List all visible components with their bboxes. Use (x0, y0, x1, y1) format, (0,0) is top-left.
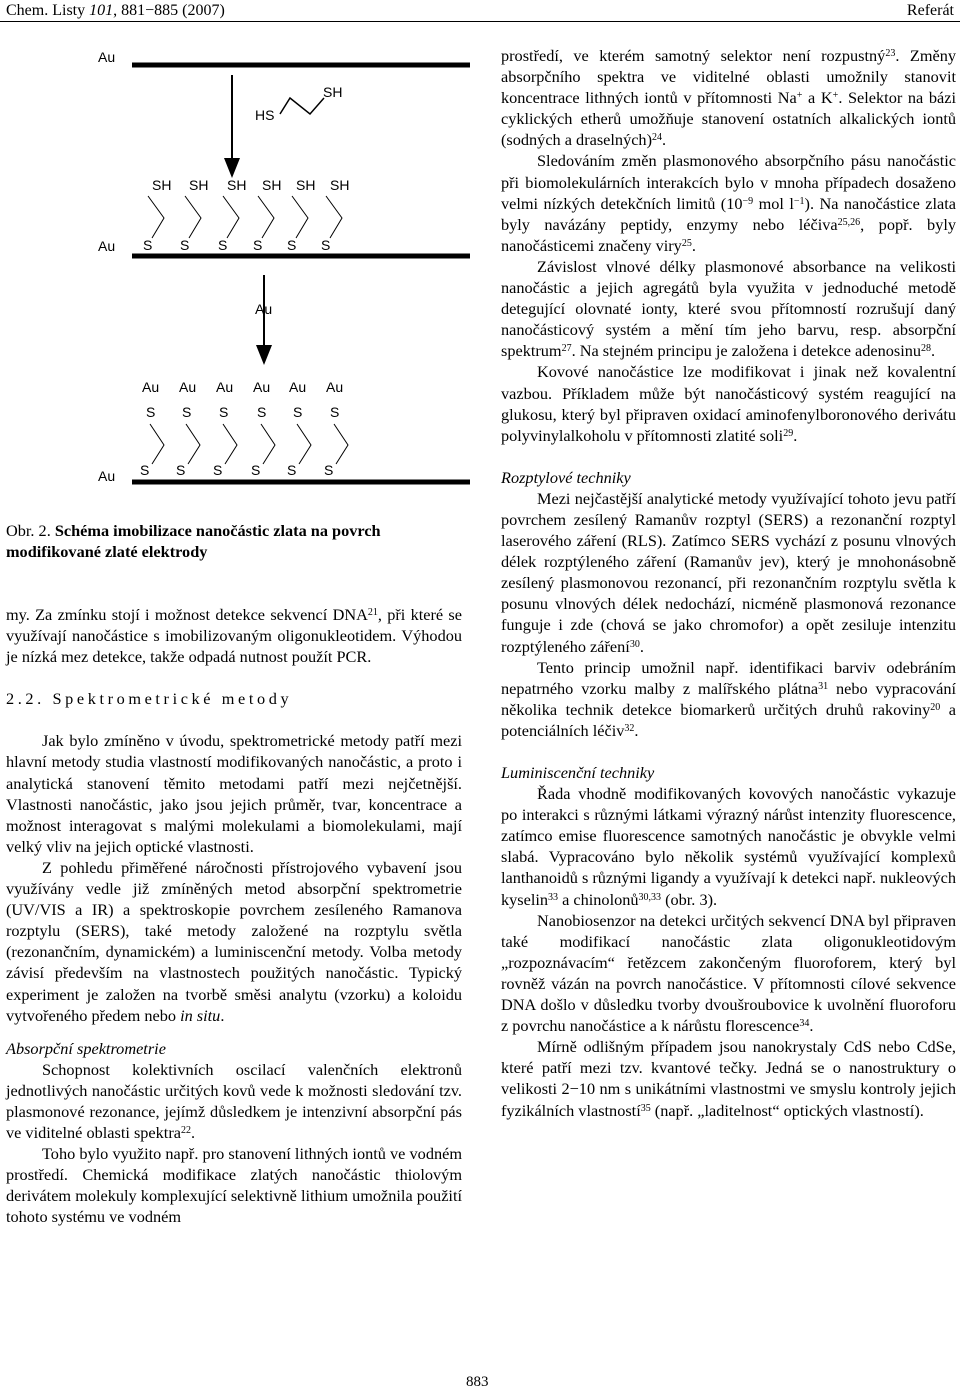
svg-text:SH: SH (262, 177, 282, 193)
page-number: 883 (466, 1374, 489, 1390)
svg-text:Au: Au (216, 379, 234, 395)
journal-citation: Chem. Listy 101, 881−885 (2007) (6, 2, 225, 19)
svg-text:S: S (253, 237, 263, 253)
svg-text:S: S (330, 404, 340, 420)
thiol-chains-middle (143, 177, 349, 253)
arrow-head (224, 158, 240, 178)
paragraph: Závislost vlnové délky plasmonové absorbance na velikosti nanočástic a jejich agregátů byla využita v jednoduché metodě detegující olovnaté ionty, které svou přítomností rozrušují daný nanočásticový systém a mění tím jeho barvu, resp. absorpční spektrum$^{27}$. Na stejném principu je založena i detekce adenosinu$^{28}$. (501, 256, 956, 361)
figure-caption: Obr. 2. Schéma imobilizace nanočástic zlata na povrch modifikované zlaté elektrody (6, 521, 381, 562)
running-header (0, 0, 960, 24)
left-column (6, 604, 462, 1228)
svg-text:SH: SH (227, 177, 247, 193)
subsection-heading: Absorpční spektrometrie (6, 1038, 166, 1058)
paragraph: Nanobiosenzor na detekci určitých sekvencí DNA byl připraven také modifikací nanočástic zlata oligonukleotidovým „rozpoznávacím“ řetězcem zakončeným fluoroforem, který byl rovněž vázán na povrch nanočástice. V přítomnosti cílové sekvence DNA došlo v důsledku tvorby dvoušroubovice k uvolnění fluoroforu z povrchu nanočástice a k nárůstu florescence$^{34}$. (501, 910, 956, 1036)
electrode-label-top: Au (98, 49, 116, 65)
svg-text:S: S (324, 462, 334, 478)
subsection-heading: Luminiscenční techniky (501, 763, 655, 782)
svg-text:Au: Au (142, 379, 160, 395)
svg-text:Au: Au (253, 379, 271, 395)
svg-text:SH: SH (152, 177, 172, 193)
svg-text:Au: Au (179, 379, 197, 395)
paragraph: Mezi nejčastější analytické metody využívající tohoto jevu patří povrchem zesílený Ramanův rozptyl (SERS) a rezonanční rozptyl laserového záření (RLS). Zatímco SERS vychází z posunu vlnových délek rozptýleného záření (Ramanův jev), který je mnohonásobně zesílený plasmonovou rezonancí, při rezonančním rozptylu světla k posunu vlnových délek nedochází, nicméně plasmonová rezonance funguje i zde (chová se jako chromofor) a opět zesiluje intenzitu rozptýleného záření$^{30}$. (501, 488, 956, 656)
svg-text:SH: SH (296, 177, 316, 193)
svg-text:SH: SH (189, 177, 209, 193)
section-heading: 2.2. Spektrometrické metody (6, 689, 293, 709)
svg-text:SH: SH (330, 177, 350, 193)
header-rule (0, 21, 960, 22)
paragraph: Řada vhodně modifikovaných kovových nanočástic vykazuje po interakci s různými látkami výrazný nárůst intenzity fluorescence, zatímco emise fluorescence samotných nanočástic je obvykle velmi slabá. Vypracováno bylo několik systémů využívající komplexů lanthanoidů s různými ligandy a využívají k detekci např. nukleových kyselin$^{33}$ a chinolonů$^{30,33}$ (obr. 3). (501, 784, 956, 909)
svg-text:S: S (293, 404, 303, 420)
electrode-label-bottom: Au (98, 468, 116, 484)
paragraph: Z pohledu přiměřené náročnosti přístrojového vybavení jsou využívány vedle již zmíněných metod absorpční spektrometrie (UV/VIS a IR) a spektroskopie povrchem zesíleného Ramanova rozptylu (SERS), také metody založené na rozptylu světla (rezonančním, dynamickém) a luminiscenční metody. Volba metody závisí především na vlastnostech použitých nanočástic. Typický experiment je založen na tvorbě směsi analytu (vzorku) a koloidu vytvořeného předem nebo in situ. (6, 857, 462, 1025)
svg-text:SH: SH (323, 84, 343, 100)
paragraph: Jak bylo zmíněno v úvodu, spektrometrické metody patří mezi hlavní metody studia vlastností modifikovaných nanočástic, a proto i analytická stanovení těmito metodami patří mezi nejčetnější. Vlastnosti nanočástic, jako jsou jejich průměr, tvar, koncentrace a možnost interagovat s malými molekulami a biomolekulami, mají velký vliv na jejich optické vlastnosti. (6, 731, 462, 856)
figure-schema (90, 40, 470, 490)
electrode-label-mid: Au (98, 238, 116, 254)
svg-text:S: S (287, 462, 297, 478)
svg-text:S: S (287, 237, 297, 253)
svg-text:S: S (140, 462, 150, 478)
svg-text:HS: HS (255, 107, 275, 123)
svg-text:S: S (251, 462, 261, 478)
svg-text:S: S (146, 404, 156, 420)
svg-text:S: S (143, 237, 153, 253)
paragraph: Tento princip umožnil např. identifikaci barviv odebráním nepatrného vzorku malby z malířského plátna$^{31}$ nebo vypracování několika technik detekce biomarkerů určitých druhů rakoviny$^{20}$ a potenciálních léčiv$^{32}$. (501, 657, 956, 740)
svg-text:Au: Au (255, 301, 273, 317)
svg-text:S: S (218, 237, 228, 253)
section-label: Referát (906, 2, 954, 19)
svg-text:Au: Au (326, 379, 344, 395)
paragraph: Sledováním změn plasmonového absorpčního pásu nanočástic při biomolekulárních interakcích bylo v mnoha případech dosaženo velmi nízkých detekčních limitů ($10^{-9}$ mol $l^{-1}$). Na nanočástice zlata byly navázány peptidy, enzymy nebo léčiva$^{25,26}$, popř. byly nanočásticemi značeny viry$^{25}$. (501, 151, 957, 255)
right-column (501, 45, 956, 1121)
svg-text:S: S (219, 404, 229, 420)
svg-text:S: S (176, 462, 186, 478)
svg-text:Au: Au (289, 379, 307, 395)
svg-text:S: S (257, 404, 267, 420)
paragraph: Schopnost kolektivních oscilací valenčních elektronů jednotlivých nanočástic určitých kovů vede k možnosti sledování tzv. plasmonové rezonance, jejímž důsledkem je intenzivní absorpční pás ve viditelné oblasti spektra$^{22}$. (6, 1059, 462, 1143)
gold-particles-bottom (140, 379, 348, 478)
svg-text:S: S (182, 404, 192, 420)
svg-text:S: S (213, 462, 223, 478)
paragraph: Toho bylo využito např. pro stanovení lithných iontů ve vodném prostředí. Chemická modifikace zlatých nanočástic thiolovým derivátem molekuly komplexující selektivně lithium umožnila použití tohoto systému ve vodném (6, 1144, 462, 1227)
paragraph: prostředí, ve kterém samotný selektor není rozpustný$^{23}$. Změny absorpčního spektra ve viditelné oblasti umožnily stanovit koncentrace lithných iontů v přítomnosti Na+ a K+. Selektor na bázi cyklických etherů umožňuje stanovení ostatních alkalických iontů (sodných a draselných)$^{24}$. (501, 46, 956, 150)
paragraph: Mírně odlišným případem jsou nanokrystaly CdS nebo CdSe, které patří mezi tzv. kvantové tečky. Jedná se o nanostruktury o velikosti 2−10 nm s unikátními vlastnostmi ve smyslu kontroly jejich fyzikálních vlastností$^{35}$ (např. „laditelnost“ optických vlastností). (501, 1037, 956, 1120)
paragraph: Kovové nanočástice lze modifikovat i jinak než kovalentní vazbou. Příkladem může být nanočásticový systém reagující na glukosu, který byl připraven oxidací aminofenylboronového derivátu polyvinylalkoholu v přítomnosti zlatité soli$^{29}$. (501, 362, 956, 445)
paragraph: my. Za zmínku stojí i možnost detekce sekvencí DNA$^{21}$, při které se využívají nanočástice s imobilizovaným oligonukleotidem. Výhodou je nízká mez detekce, takže odpadá nutnost použít PCR. (6, 605, 462, 667)
svg-text:S: S (180, 237, 190, 253)
svg-text:S: S (321, 237, 331, 253)
subsection-heading: Rozptylové techniky (501, 467, 631, 487)
